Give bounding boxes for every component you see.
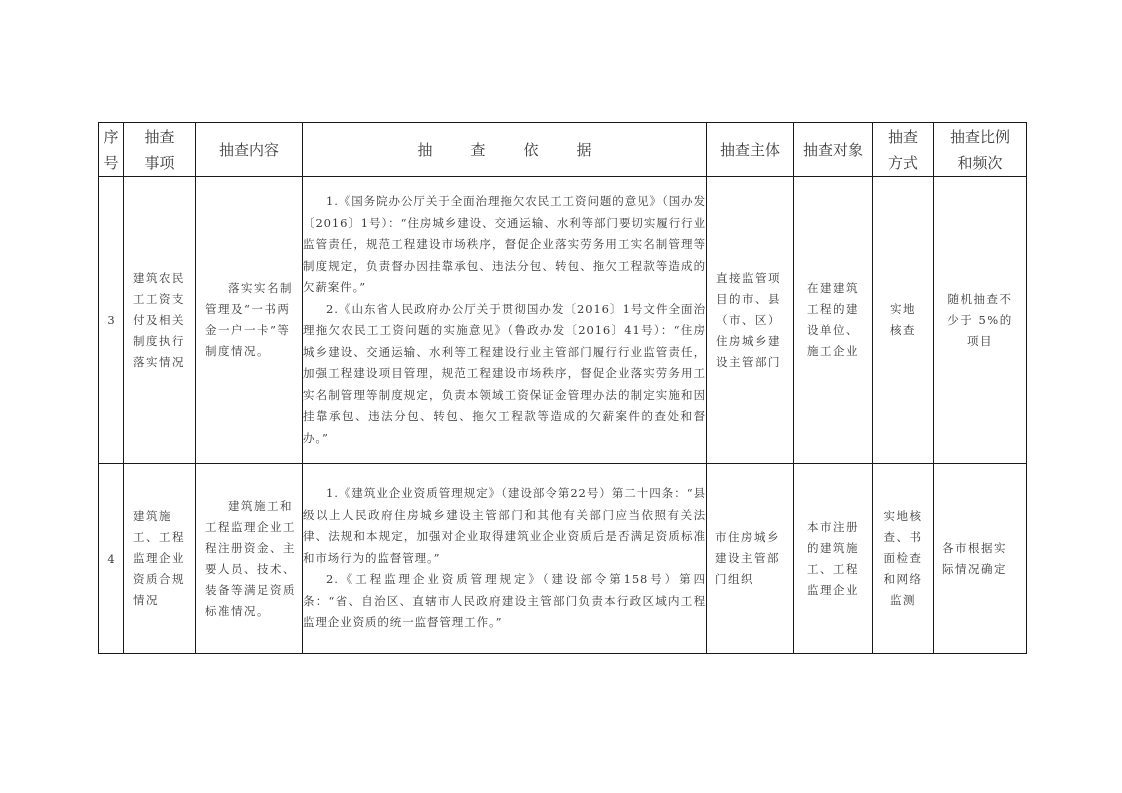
basis-paragraph: 1.《建筑业企业资质管理规定》（建设部令第22号）第二十四条：“县级以上人民政府住房城乡建设主管部门和其他有关部门应当依照有关法律、法规和本规定，加强对企业取得建筑业企业资质后是否满足资质标准和市场行为的监督管理。”: [303, 486, 706, 565]
header-basis-char1: 抽: [417, 140, 433, 159]
header-subject: 抽查主体: [707, 123, 794, 177]
header-basis-char4: 据: [576, 140, 592, 159]
cell-item: 建筑农民工工资支付及相关制度执行落实情况: [124, 177, 196, 464]
header-target: 抽查对象: [794, 123, 873, 177]
cell-item: 建筑施工、工程监理企业资质合规情况: [124, 464, 196, 654]
header-seq: [99, 123, 124, 177]
header-ratio-line2: 和频次: [957, 153, 1003, 172]
basis-paragraph: 1.《国务院办公厅关于全面治理拖欠农民工工资问题的意见》（国办发〔2016〕1号）：“住房城乡建设、交通运输、水利等部门要切实履行行业监管责任，规范工程建设市场秩序，督促企业落实劳务用工实名制管理等制度规定，负责督办因挂靠承包、违法分包、转包、拖欠工程款等造成的欠薪案件。”: [303, 194, 706, 294]
cell-method: 实地核查、书面检查和网络监测: [873, 464, 934, 654]
cell-target: 在建建筑工程的建设单位、施工企业: [794, 177, 873, 464]
cell-basis: [303, 464, 707, 654]
header-basis: [303, 123, 707, 177]
table-row: [99, 464, 1027, 654]
cell-ratio: 随机抽查不少于 5%的项目: [934, 177, 1027, 464]
cell-method: 实地核查: [873, 177, 934, 464]
cell-content: 建筑施工和工程监理企业工程注册资金、主要人员、技术、装备等满足资质标准情况。: [196, 464, 303, 654]
cell-target: 本市注册的建筑施工、工程监理企业: [794, 464, 873, 654]
header-item: [124, 123, 196, 177]
cell-content: 落实实名制管理及“一书两金一户一卡”等制度情况。: [196, 177, 303, 464]
cell-seq: 4: [99, 464, 124, 654]
inspection-table: [98, 122, 1027, 654]
cell-subject: 直接监管项目的市、县（市、区）住房城乡建设主管部门: [707, 177, 794, 464]
header-seq-line2: 号: [103, 153, 119, 172]
header-method: [873, 123, 934, 177]
basis-paragraph: 2.《山东省人民政府办公厅关于贯彻国办发〔2016〕1号文件全面治理拖欠农民工工资问题的实施意见》（鲁政办发〔2016〕41号）：“住房城乡建设、交通运输、水利等工程建设行业主管部门履行行业监管责任，加强工程建设项目管理，规范工程建设市场秩序，督促企业落实劳务用工实名制管理等制度规定，负责本领域工资保证金管理办法的制定实施和因挂靠承包、违法分包、转包、拖欠工程款等造成的欠薪案件的查处和督办。”: [303, 301, 706, 445]
header-method-line1: 抽查: [887, 127, 918, 146]
header-row: [99, 123, 1027, 177]
header-ratio: [934, 123, 1027, 177]
header-item-line1: 抽查: [144, 127, 175, 146]
header-method-line2: 方式: [887, 153, 918, 172]
basis-paragraph: 2.《工程监理企业资质管理规定》（建设部令第158号）第四条：“省、自治区、直辖市人民政府建设主管部门负责本行政区域内工程监理企业资质的统一监督管理工作。”: [303, 572, 706, 630]
cell-seq: 3: [99, 177, 124, 464]
cell-subject: 市住房城乡建设主管部门组织: [707, 464, 794, 654]
header-basis-char3: 依: [523, 140, 539, 159]
header-basis-char2: 查: [470, 140, 486, 159]
cell-ratio: 各市根据实际情况确定: [934, 464, 1027, 654]
header-ratio-line1: 抽查比例: [949, 127, 1010, 146]
header-item-line2: 事项: [144, 153, 175, 172]
table-row: [99, 177, 1027, 464]
cell-basis: [303, 177, 707, 464]
header-seq-line1: 序: [103, 127, 119, 146]
header-content: 抽查内容: [196, 123, 303, 177]
